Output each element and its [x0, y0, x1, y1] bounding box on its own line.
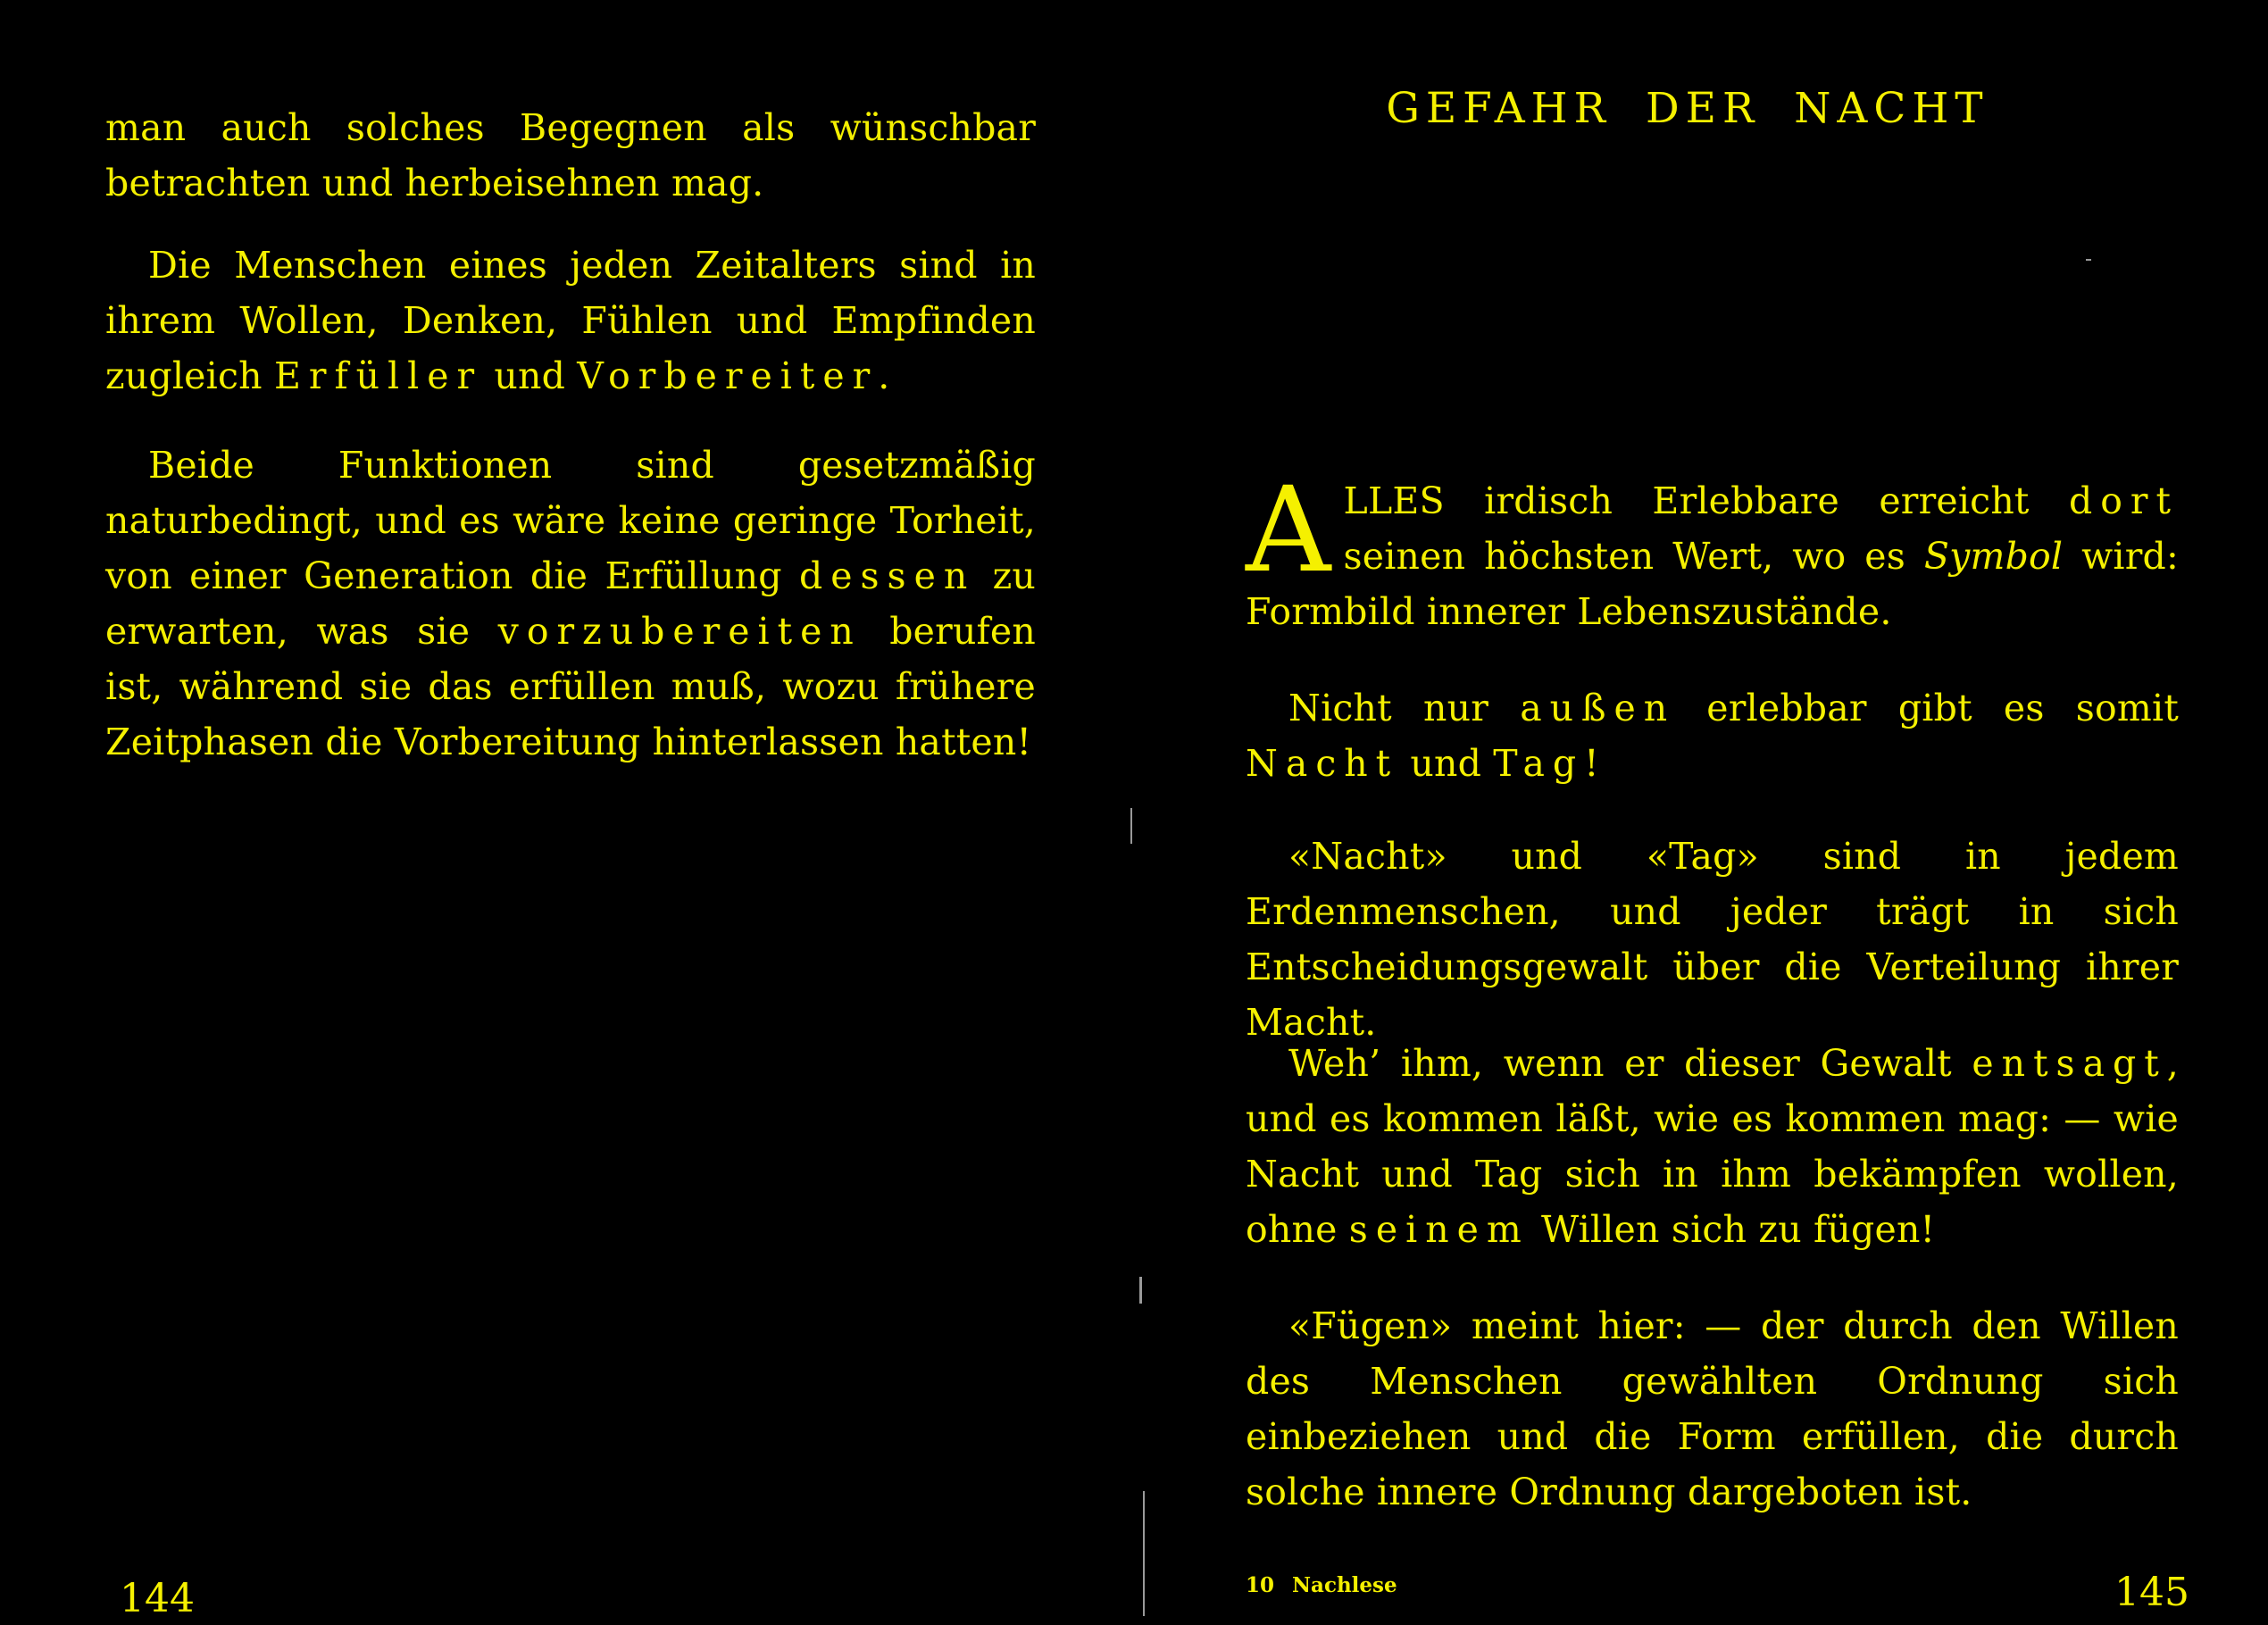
- right-p2-emphasis-aussen: außen: [1520, 687, 1676, 729]
- page-number-right: 145: [2114, 1570, 2189, 1615]
- right-p4-emphasis-entsagt: entsagt: [1972, 1042, 2167, 1085]
- right-p2-text-a: Nicht nur: [1288, 687, 1521, 729]
- right-page: [1134, 0, 2268, 1625]
- left-p2-emphasis-vorbereiter: Vorbereiter: [577, 354, 879, 397]
- right-p2-text-e: und: [1398, 742, 1494, 785]
- right-paragraph-2: [1246, 680, 2179, 791]
- right-paragraph-4: [1246, 1036, 2179, 1257]
- right-p2-emphasis-nacht: Nacht: [1246, 742, 1399, 785]
- right-p1-italic-symbol: Symbol: [1923, 535, 2064, 578]
- left-paragraph-3: [105, 438, 1036, 770]
- right-p1-text-c: seinen höchsten Wert, wo es: [1343, 535, 1924, 578]
- left-p2-text-e: .: [878, 354, 890, 397]
- right-p1-text-e: wird: Formbild innerer Lebenszustände.: [1246, 535, 2179, 633]
- left-p3-text-a: Beide Funktionen sind gesetzmäßig naturbedingt, und es wäre keine geringe Torheit, von einer Generation die Erfüllung: [105, 444, 1036, 597]
- page-number-left: 144: [120, 1576, 195, 1621]
- right-p2-emphasis-tag: Tag: [1493, 742, 1585, 785]
- left-p3-text-c: zu erwarten, was sie: [105, 554, 1037, 653]
- left-paragraph-1: [105, 100, 1036, 211]
- right-p4-text-e: Willen sich zu fügen!: [1529, 1208, 1936, 1251]
- right-p4-text-c: , und es kommen läßt, wie es kommen mag: — wie Nacht und Tag sich in ihm bekämpfen wollen, ohne: [1246, 1042, 2179, 1251]
- right-p4-text-a: Weh’ ihm, wenn er dieser Gewalt: [1288, 1042, 1972, 1085]
- left-p1-text: man auch solches Begegnen als wünschbar betrachten und herbeisehnen mag.: [105, 106, 1036, 204]
- right-p1-emphasis-dort: dort: [2068, 479, 2179, 522]
- right-p2-text-g: !: [1584, 742, 1599, 785]
- right-p2-text-c: erlebbar gibt es somit: [1675, 687, 2179, 729]
- right-paragraph-1: [1246, 462, 2179, 639]
- right-p4-emphasis-seinem: seinem: [1348, 1208, 1530, 1251]
- right-paragraph-5: [1246, 1298, 2179, 1520]
- left-p2-emphasis-erfueller: Erfüller: [273, 354, 483, 397]
- right-p1-text-a: LLES irdisch Erlebbare erreicht: [1343, 479, 2069, 522]
- left-p2-text-c: und: [482, 354, 578, 397]
- left-p3-emphasis-vorzubereiten: vorzubereiten: [497, 610, 862, 653]
- right-paragraph-3: [1246, 829, 2179, 1050]
- right-p3-text: «Nacht» und «Tag» sind in jedem Erdenmenschen, und jeder trägt in sich Entscheidungsgewalt über die Verteilung ihrer Macht.: [1246, 835, 2179, 1044]
- right-p5-text: «Fügen» meint hier: — der durch den Willen des Menschen gewählten Ordnung sich einbeziehen und die Form erfüllen, die durch solche innere Ordnung dargeboten ist.: [1246, 1304, 2179, 1513]
- left-p3-emphasis-dessen: dessen: [799, 554, 976, 597]
- left-p3-text-e: berufen ist, während sie das erfüllen muß, wozu frühere Zeitphasen die Vorbereitung hinterlassen hatten!: [105, 610, 1036, 763]
- left-paragraph-2: [105, 238, 1036, 404]
- drop-cap: A: [1246, 462, 1331, 599]
- gutter-mark: [1130, 808, 1132, 844]
- left-page: [0, 0, 1125, 1625]
- chapter-title: GEFAHR DER NACHT: [1386, 84, 1989, 133]
- left-p2-text-a: Die Menschen eines jeden Zeitalters sind in ihrem Wollen, Denken, Fühlen und Empfinden zugleich: [105, 244, 1036, 397]
- footer-signature: 10 Nachlese: [1246, 1573, 1397, 1597]
